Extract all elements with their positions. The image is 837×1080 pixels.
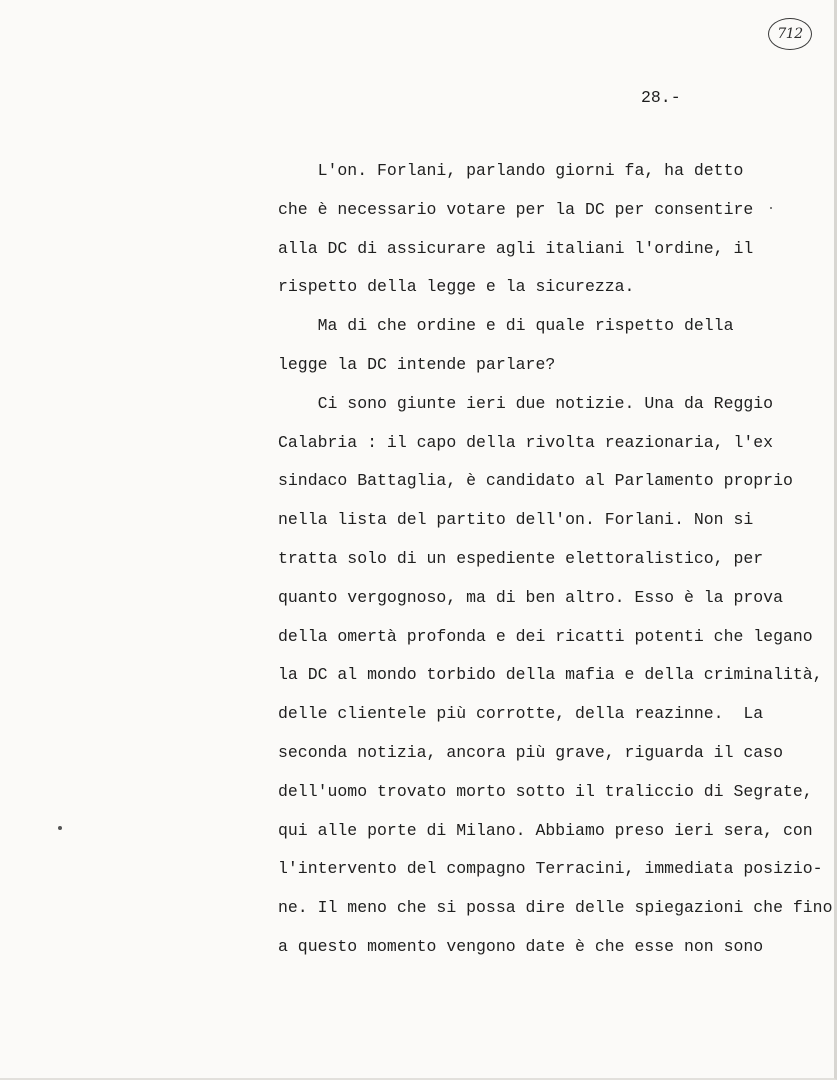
text-line: legge la DC intende parlare? <box>278 354 556 374</box>
text-line: Calabria : il capo della rivolta reazionaria, l'ex <box>278 432 774 452</box>
page-number: 28.- <box>641 88 681 107</box>
text-line: Ci sono giunte ieri due notizie. Una da Reggio <box>278 393 774 413</box>
text-line: Ma di che ordine e di quale rispetto della <box>278 316 734 336</box>
text-line: che è necessario votare per la DC per consentire <box>278 199 754 219</box>
archive-stamp: 712 <box>768 18 812 50</box>
paper-speck <box>58 826 62 830</box>
text-line: seconda notizia, ancora più grave, riguarda il caso <box>278 742 783 762</box>
text-line: alla DC di assicurare agli italiani l'ordine, il <box>278 238 754 258</box>
text-line: ne. Il meno che si possa dire delle spiegazioni che fino <box>278 898 833 918</box>
text-line: qui alle porte di Milano. Abbiamo preso ieri sera, con <box>278 820 813 840</box>
text-line: a questo momento vengono date è che esse non sono <box>278 936 764 956</box>
text-line: dell'uomo trovato morto sotto il traliccio di Segrate, <box>278 781 813 801</box>
text-line: della omertà profonda e dei ricatti potenti che legano <box>278 626 813 646</box>
text-line: L'on. Forlani, parlando giorni fa, ha detto <box>278 161 744 180</box>
text-line: rispetto della legge e la sicurezza. <box>278 277 635 297</box>
paper-speck <box>770 207 772 209</box>
text-line: quanto vergognoso, ma di ben altro. Esso è la prova <box>278 587 783 607</box>
text-line: tratta solo di un espediente elettoralistico, per <box>278 548 764 568</box>
text-line: delle clientele più corrotte, della reazinne. La <box>278 704 764 724</box>
text-line: sindaco Battaglia, è candidato al Parlamento proprio <box>278 471 793 491</box>
text-line: l'intervento del compagno Terracini, immediata posizio- <box>278 859 823 879</box>
text-line: la DC al mondo torbido della mafia e della criminalità, <box>278 665 823 685</box>
text-line: nella lista del partito dell'on. Forlani. Non si <box>278 510 754 530</box>
typewritten-body <box>278 152 833 967</box>
